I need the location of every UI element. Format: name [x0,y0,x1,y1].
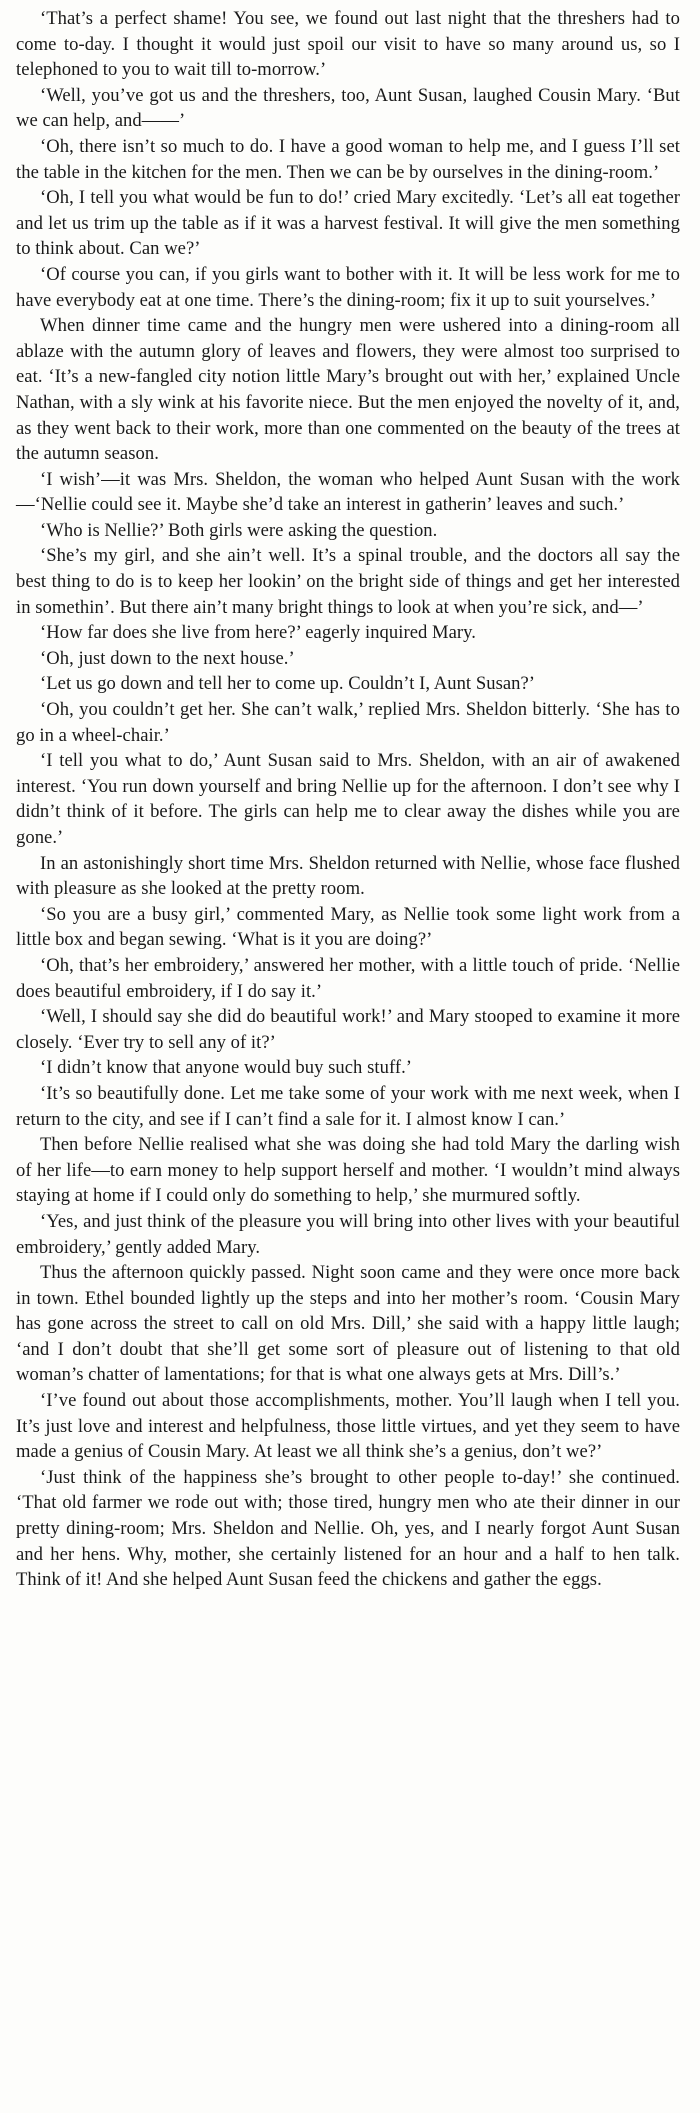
paragraph: ‘I tell you what to do,’ Aunt Susan said to Mrs. Sheldon, with an air of awakened interest. ‘You run down yourself and bring Nellie up for the afternoon. I don’t see why I didn’t think of it before. The girls can help me to clear away the dishes while you are gone.’ [16,750,680,848]
paragraph: ‘Oh, that’s her embroidery,’ answered her mother, with a little touch of pride. ‘Nellie does beautiful embroidery, if I do say it.’ [16,954,680,1002]
paragraph: In an astonishingly short time Mrs. Sheldon returned with Nellie, whose face flushed with pleasure as she looked at the pretty room. [16,852,680,900]
paragraph: ‘Yes, and just think of the pleasure you will bring into other lives with your beautiful embroidery,’ gently added Mary. [16,1210,680,1258]
paragraph: ‘I didn’t know that anyone would buy such stuff.’ [40,1057,413,1079]
paragraph: ‘She’s my girl, and she ain’t well. It’s a spinal trouble, and the doctors all say the best thing to do is to keep her lookin’ on the bright side of things and get her interested in somethin’. But there ain’t many bright things to look at when you’re sick, and—’ [16,545,680,618]
paragraph: ‘Well, you’ve got us and the threshers, too, Aunt Susan, laughed Cousin Mary. ‘But we can help, and——’ [16,84,680,132]
paragraph: ‘Of course you can, if you girls want to bother with it. It will be less work for me to have everybody eat at one time. There’s the dining-room; fix it up to suit yourselves.’ [16,263,680,311]
text-column [16,6,680,1593]
paragraph: When dinner time came and the hungry men were ushered into a dining-room all ablaze with the autumn glory of leaves and flowers, they were almost too surprised to eat. ‘It’s a new-fangled city notion little Mary’s brought out with her,’ explained Uncle Nathan, with a sly wink at his favorite niece. But the men enjoyed the novelty of it, and, as they went back to their work, more than one commented on the beauty of the trees at the autumn season. [16,315,680,465]
paragraph: ‘So you are a busy girl,’ commented Mary, as Nellie took some light work from a little box and began sewing. ‘What is it you are doing?’ [16,903,680,951]
paragraph: Then before Nellie realised what she was doing she had told Mary the darling wish of her life—to earn money to help support herself and mother. ‘I wouldn’t mind always staying at home if I could only do something to help,’ she murmured softly. [16,1134,680,1207]
paragraph: ‘It’s so beautifully done. Let me take some of your work with me next week, when I return to the city, and see if I can’t find a sale for it. I almost know I can.’ [16,1082,680,1130]
paragraph: ‘Let us go down and tell her to come up. Couldn’t I, Aunt Susan?’ [40,673,536,695]
paragraph: ‘I’ve found out about those accomplishments, mother. You’ll laugh when I tell you. It’s just love and interest and helpfulness, those little virtues, and yet they seem to have made a genius of Cousin Mary. At least we all think she’s a genius, don’t we?’ [16,1390,680,1463]
paragraph: ‘Oh, there isn’t so much to do. I have a good woman to help me, and I guess I’ll set the table in the kitchen for the men. Then we can be by ourselves in the dining-room.’ [16,135,680,183]
paragraph: ‘Oh, you couldn’t get her. She can’t walk,’ replied Mrs. Sheldon bitterly. ‘She has to go in a wheel-chair.’ [16,699,680,746]
paragraph: ‘Oh, just down to the next house.’ [40,647,295,669]
paragraph: ‘Just think of the happiness she’s brought to other people to-day!’ she continued. ‘That old farmer we rode out with; those tired, hungry men who ate their dinner in our pretty dining-room; Mrs. Sheldon and Nellie. Oh, yes, and I nearly forgot Aunt Susan and her hens. Why, mother, she certainly listened for an hour and a half to hen talk. Think of it! And she helped Aunt Susan feed the chickens and gather the eggs. [16,1466,680,1591]
paragraph: ‘Who is Nellie?’ Both girls were asking the question. [40,519,438,541]
paragraph: ‘I wish’—it was Mrs. Sheldon, the woman who helped Aunt Susan with the work—‘Nellie could see it. Maybe she’d take an interest in gatherin’ leaves and such.’ [16,468,680,516]
paragraph: ‘Well, I should say she did do beautiful work!’ and Mary stooped to examine it more closely. ‘Ever try to sell any of it?’ [16,1006,680,1053]
paragraph: ‘That’s a perfect shame! You see, we found out last night that the threshers had to come to-day. I thought it would just spoil our visit to have so many around us, so I telephoned to you to wait till to-morrow.’ [16,8,680,81]
paragraph: ‘How far does she live from here?’ eagerly inquired Mary. [40,622,477,644]
paragraph: ‘Oh, I tell you what would be fun to do!’ cried Mary excitedly. ‘Let’s all eat together and let us trim up the table as if it was a harvest festival. It will give the men something to think about. Can we?’ [16,187,680,260]
paragraph: Thus the afternoon quickly passed. Night soon came and they were once more back in town. Ethel bounded lightly up the steps and into her mother’s room. ‘Cousin Mary has gone across the street to call on old Mrs. Dill,’ she said with a happy little laugh; ‘and I don’t doubt that she’ll get some sort of pleasure out of listening to that old woman’s chatter of lamentations; for that is what one always gets at Mrs. Dill’s.’ [16,1262,680,1386]
